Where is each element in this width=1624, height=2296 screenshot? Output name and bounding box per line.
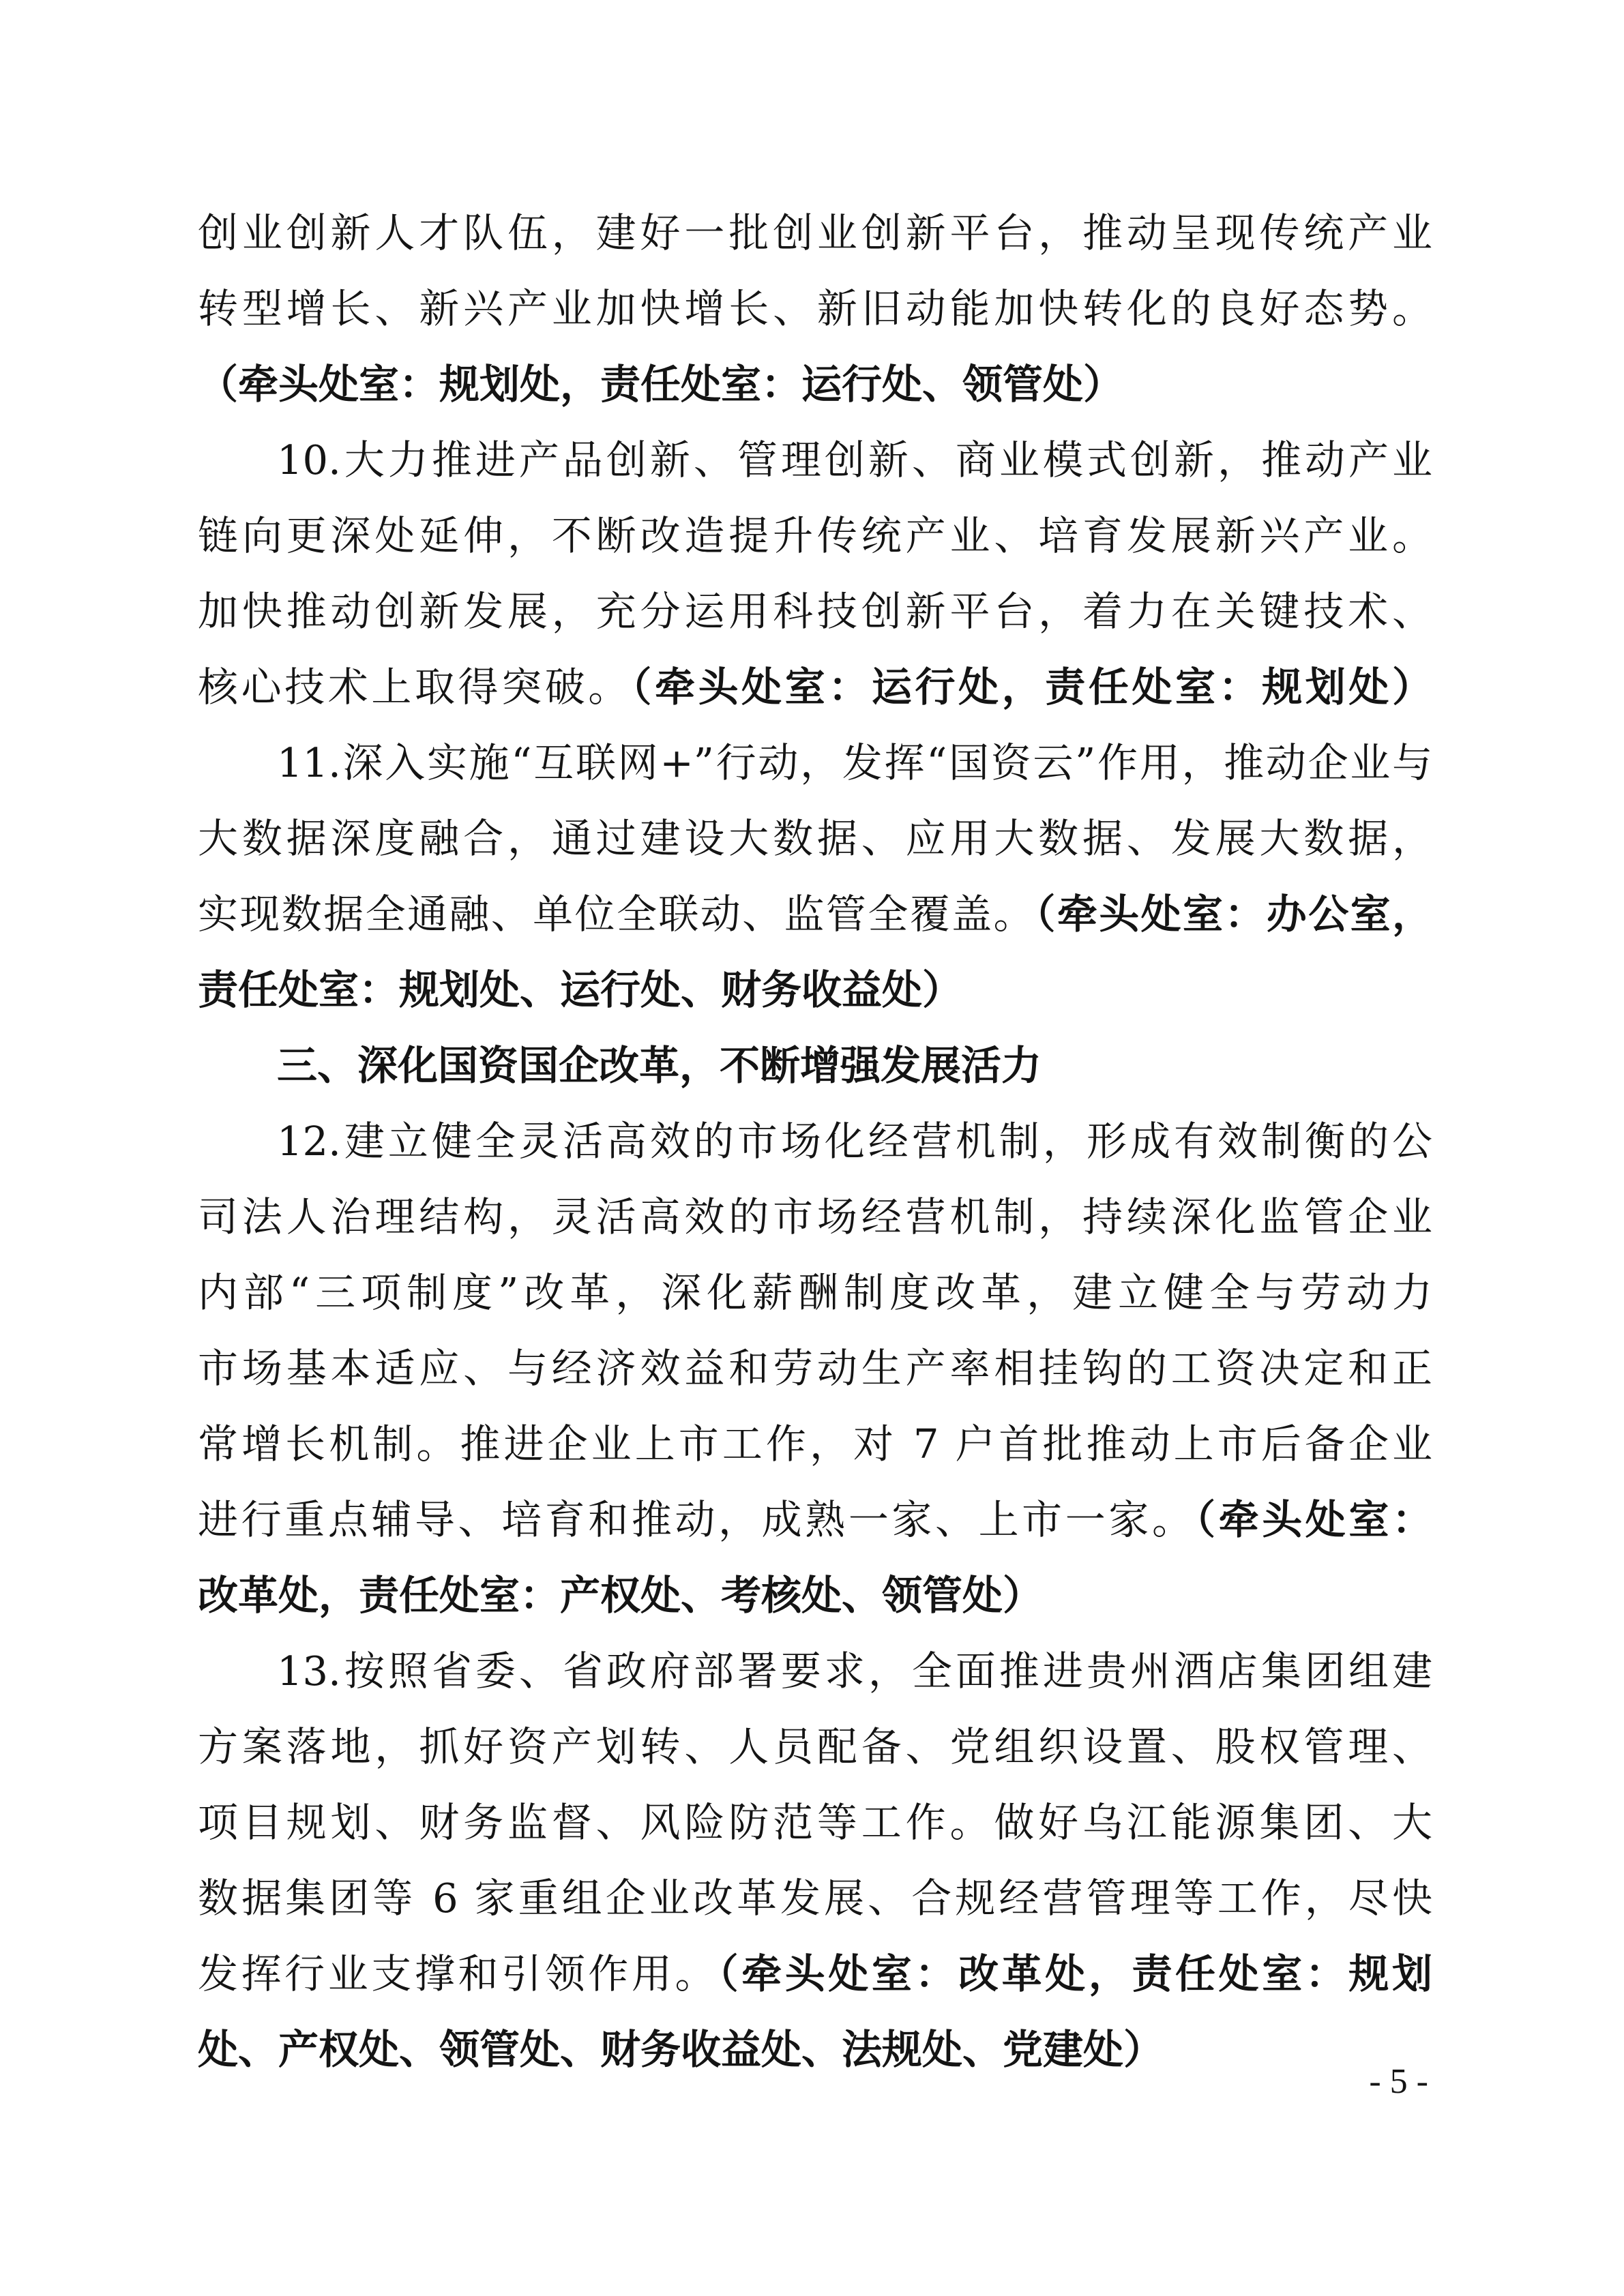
text-line <box>198 1860 1432 1936</box>
responsibility-note: （牵头处室：改革处，责任处室：规划 <box>718 1950 1432 1997</box>
text-run: 链向更深处延伸，不断改造提升传统产业、培育发展新兴产业。 <box>198 512 1432 559</box>
text-run: 进行重点辅导、培育和推动，成熟一家、上市一家。 <box>198 1496 1196 1543</box>
responsibility-note: 责任处室：规划处、运行处、财务收益处） <box>198 966 963 1013</box>
text-run: 数据集团等 6 家重组企业改革发展、合规经营管理等工作，尽快 <box>198 1875 1432 1922</box>
responsibility-line <box>198 2012 1432 2087</box>
responsibility-note: （牵头处室：办公室， <box>1035 891 1432 938</box>
text-run: 实现数据全通融、单位全联动、监管全覆盖。 <box>198 891 1035 938</box>
text-run: 市场基本适应、与经济效益和劳动生产率相挂钩的工资决定和正 <box>198 1345 1432 1392</box>
text-line <box>198 1936 1432 2012</box>
responsibility-line <box>198 1557 1432 1633</box>
section-heading-text: 三、深化国资国企改革，不断增强发展活力 <box>277 1042 1042 1089</box>
paragraph-first-line <box>198 725 1432 801</box>
paragraph-first-line <box>198 422 1432 498</box>
section-heading <box>198 1028 1432 1103</box>
responsibility-line <box>198 346 1432 422</box>
text-line <box>198 1330 1432 1406</box>
text-run: 司法人治理结构，灵活高效的市场经营机制，持续深化监管企业 <box>198 1193 1432 1240</box>
text-run: 大数据深度融合，通过建设大数据、应用大数据、发展大数据， <box>198 815 1432 862</box>
responsibility-note: 改革处，责任处室：产权处、考核处、领管处） <box>198 1572 1044 1619</box>
text-run: 创业创新人才队伍，建好一批创业创新平台，推动呈现传统产业 <box>198 209 1432 256</box>
responsibility-note: （牵头处室： <box>1195 1496 1432 1543</box>
responsibility-note: 处、产权处、领管处、财务收益处、法规处、党建处） <box>198 2026 1164 2073</box>
text-line <box>198 876 1432 952</box>
text-run: 核心技术上取得突破。 <box>198 664 632 711</box>
text-run: 11.深入实施“互联网+”行动，发挥“国资云”作用，推动企业与 <box>277 739 1432 786</box>
page-number: - 5 - <box>1369 2062 1428 2101</box>
text-line <box>198 801 1432 876</box>
text-line <box>198 1709 1432 1785</box>
text-run: 转型增长、新兴产业加快增长、新旧动能加快转化的良好态势。 <box>198 285 1432 332</box>
text-line <box>198 1406 1432 1482</box>
text-line <box>198 498 1432 573</box>
text-line <box>198 573 1432 649</box>
text-run: 内部“三项制度”改革，深化薪酬制度改革，建立健全与劳动力 <box>198 1269 1432 1316</box>
text-run: 13.按照省委、省政府部署要求，全面推进贵州酒店集团组建 <box>277 1648 1432 1695</box>
text-run: 常增长机制。推进企业上市工作，对 7 户首批推动上市后备企业 <box>198 1420 1432 1467</box>
text-line <box>198 195 1432 271</box>
responsibility-line <box>198 952 1432 1028</box>
text-run: 项目规划、财务监督、风险防范等工作。做好乌江能源集团、大 <box>198 1799 1432 1846</box>
text-run: 12.建立健全灵活高效的市场化经营机制，形成有效制衡的公 <box>277 1118 1432 1165</box>
text-line <box>198 271 1432 346</box>
text-line <box>198 1482 1432 1557</box>
text-run: 发挥行业支撑和引领作用。 <box>198 1950 719 1997</box>
text-line <box>198 649 1432 725</box>
text-run: 加快推动创新发展，充分运用科技创新平台，着力在关键技术、 <box>198 588 1432 635</box>
responsibility-note: （牵头处室：运行处，责任处室：规划处） <box>631 664 1432 711</box>
paragraph-first-line <box>198 1633 1432 1709</box>
text-line <box>198 1785 1432 1860</box>
paragraph-first-line <box>198 1103 1432 1179</box>
text-line <box>198 1179 1432 1255</box>
text-run: 方案落地，抓好资产划转、人员配备、党组织设置、股权管理、 <box>198 1723 1432 1770</box>
document-body <box>198 195 1432 2087</box>
text-line <box>198 1255 1432 1330</box>
text-run: 10.大力推进产品创新、管理创新、商业模式创新，推动产业 <box>277 436 1432 483</box>
responsibility-note: （牵头处室：规划处，责任处室：运行处、领管处） <box>198 361 1124 408</box>
